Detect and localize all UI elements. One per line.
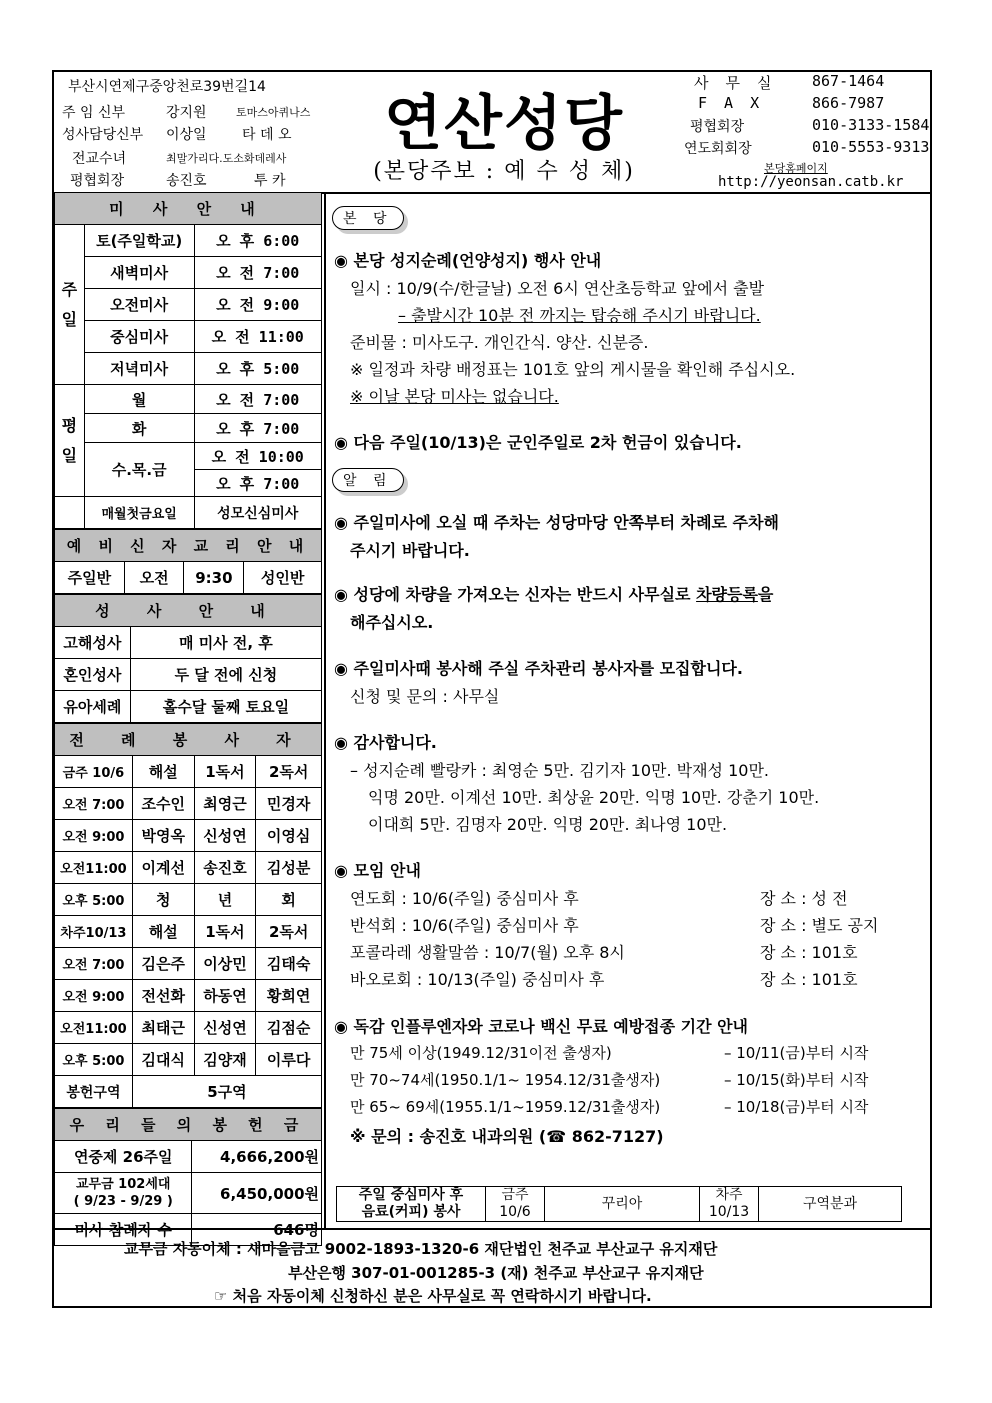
minister-cell: 이루다 (256, 1044, 322, 1076)
homepage-link[interactable]: http://yeonsan.catb.kr (718, 174, 904, 190)
contact-label: 연도회회장 (684, 141, 752, 157)
coffee-label: 음료(커피) 봉사 (361, 1204, 461, 1220)
this-week-label: 금주 (501, 1187, 529, 1203)
contact-label: 평협회장 (690, 119, 745, 135)
table-row (55, 1012, 322, 1044)
staff-name: 이상일 (166, 127, 207, 143)
staff-baptismal: 최말가리다.도소화데레사 (166, 152, 287, 165)
sacraments-heading: 성 사 안 내 (55, 595, 322, 627)
staff-role: 평협회장 (70, 173, 125, 189)
thanks-line: – 성지순례 빨랑카 : 최영순 5만. 김기자 10만. 박재성 10만. (350, 761, 769, 780)
minister-cell: 이상민 (194, 948, 256, 980)
staff-baptismal: 타 데 오 (242, 127, 292, 143)
coffee-label-cell (337, 1187, 486, 1222)
mass-time: 오 전 9:00 (194, 289, 322, 321)
mass-heading: 미 사 안 내 (55, 193, 322, 225)
minister-cell: 하동연 (194, 980, 256, 1012)
mass-name: 매월첫금요일 (84, 497, 194, 529)
sacrament-value: 매 미사 전, 후 (130, 627, 321, 659)
offering-name: 교무금 102세대 (75, 1177, 171, 1192)
mass-time: 오 전 10:00 (194, 443, 322, 470)
minister-cell: 이영심 (256, 820, 322, 852)
table-row (55, 820, 322, 852)
header (54, 72, 930, 194)
next-week-value: 구역분과 (759, 1187, 902, 1222)
offering-name: 연중제 26주일 (55, 1141, 192, 1173)
minister-cell: 회 (256, 884, 322, 916)
offering-value: 4,666,200원 (192, 1141, 322, 1173)
vehicle-notice (334, 582, 773, 605)
staff-role: 전교수녀 (72, 151, 127, 167)
minister-cell: 황희연 (256, 980, 322, 1012)
sacrament-name: 혼인성사 (55, 659, 131, 691)
table-row (55, 916, 322, 948)
catechumen-cell: 주일반 (55, 562, 125, 594)
table-row (55, 756, 322, 788)
mass-time: 오 전 7:00 (194, 257, 322, 289)
address: 부산시연제구중앙천로39번길14 (68, 79, 266, 95)
sunday-label: 주 일 (55, 225, 85, 385)
pilgrimage-line: ※ 일정과 차량 배정표는 101호 앞의 게시물을 확인해 주십시오. (350, 360, 796, 379)
flu-age: 만 65~ 69세(1955.1/1~1959.12/31출생자) (350, 1098, 661, 1116)
minister-cell: 최영근 (194, 788, 256, 820)
meeting-event: 포콜라레 생활말씀 : 10/7(월) 오후 8시 (350, 943, 625, 962)
minister-cell: 오전 9:00 (55, 980, 133, 1012)
contact-value: 867-1464 (812, 72, 885, 90)
weekday-label: 평 일 (55, 385, 85, 497)
vehicle-notice-cont: 해주십시오. (350, 613, 434, 632)
minister-cell: 신성연 (194, 820, 256, 852)
minister-cell: 1독서 (194, 916, 256, 948)
vehicle-notice-text: ◉ 성당에 차량을 가져오는 신자는 반드시 사무실로 (334, 585, 697, 604)
sacrament-value: 홀수달 둘째 토요일 (130, 691, 321, 723)
pilgrimage-line: 준비물 : 미사도구. 개인간식. 양산. 신분증. (350, 333, 649, 352)
flu-start: – 10/15(화)부터 시작 (724, 1071, 869, 1089)
mass-time: 오 전 11:00 (194, 321, 322, 353)
staff-name: 강지원 (166, 105, 207, 121)
offering-period: ( 9/23 - 9/29 ) (73, 1194, 173, 1209)
offering-area-value: 5구역 (132, 1076, 321, 1108)
catechumen-cell: 오전 (124, 562, 184, 594)
minister-cell: 민경자 (256, 788, 322, 820)
minister-cell: 김은주 (132, 948, 194, 980)
offerings-table (54, 1108, 322, 1246)
flu-age: 만 70~74세(1950.1/1~ 1954.12/31출생자) (350, 1071, 661, 1089)
contact-label: 사 무 실 (694, 74, 776, 92)
offering-name-cell (55, 1173, 192, 1214)
next-sunday-notice: ◉ 다음 주일(10/13)은 군인주일로 2차 헌금이 있습니다. (334, 433, 742, 452)
contact-value: 010-5553-9313 (812, 138, 930, 156)
section-tag-parish: 본 당 (332, 206, 404, 230)
next-week-cell (700, 1187, 759, 1222)
ministers-table (54, 723, 322, 1108)
minister-cell: 오전 7:00 (55, 788, 133, 820)
flu-title: ◉ 독감 인플루엔자와 코로나 백신 무료 예방접종 기간 안내 (334, 1017, 749, 1036)
bulletin-page (52, 70, 932, 1308)
minister-cell: 2독서 (256, 756, 322, 788)
pilgrimage-line: – 출발시간 10분 전 까지는 탑승해 주시기 바랍니다. (398, 306, 761, 325)
minister-cell: 1독서 (194, 756, 256, 788)
mass-name: 화 (84, 414, 194, 443)
this-week-cell (486, 1187, 545, 1222)
mass-time: 오 후 5:00 (194, 353, 322, 385)
minister-cell: 이계선 (132, 852, 194, 884)
table-row (55, 852, 322, 884)
homepage-label: 본당홈페이지 (764, 162, 828, 175)
minister-cell: 해설 (132, 916, 194, 948)
sacrament-name: 고해성사 (55, 627, 131, 659)
catechumen-cell: 9:30 (184, 562, 244, 594)
coffee-label: 주일 중심미사 후 (358, 1187, 464, 1203)
staff-baptismal: 토마스아퀴나스 (236, 106, 311, 119)
table-row (55, 1044, 322, 1076)
mass-name: 수.목.금 (84, 443, 194, 497)
meeting-event: 바오로회 : 10/13(주일) 중심미사 후 (350, 970, 605, 989)
flu-contact: ※ 문의 : 송진호 내과의원 (☎ 862-7127) (350, 1127, 664, 1146)
mass-time: 오 전 7:00 (194, 385, 322, 414)
left-column (54, 192, 326, 1239)
meeting-event: 연도회 : 10/6(주일) 중심미사 후 (350, 889, 579, 908)
catechumen-heading: 예 비 신 자 교 리 안 내 (55, 530, 322, 562)
right-column (326, 192, 930, 1228)
mass-time: 오 후 7:00 (194, 414, 322, 443)
vehicle-notice-end: 을 (757, 585, 774, 604)
parking-notice-cont: 주시기 바랍니다. (350, 541, 470, 560)
staff-role: 주 임 신부 (62, 105, 125, 121)
pilgrimage-line: ※ 이날 본당 미사는 없습니다. (350, 387, 559, 406)
minister-cell: 오후 5:00 (55, 1044, 133, 1076)
flu-start: – 10/18(금)부터 시작 (724, 1098, 869, 1116)
mass-name: 토(주일학교) (84, 225, 194, 257)
minister-cell: 차주10/13 (55, 916, 133, 948)
page-title: 연산성당 (384, 89, 624, 159)
next-week-label: 차주 (715, 1187, 743, 1203)
mass-name: 새벽미사 (84, 257, 194, 289)
pilgrimage-title: ◉ 본당 성지순례(언양성지) 행사 안내 (334, 251, 602, 270)
footer-line: 부산은행 307-01-001285-3 (재) 천주교 부산교구 유지재단 (288, 1264, 704, 1282)
mass-time: 오 후 6:00 (194, 225, 322, 257)
footer-line: 교무금 자동이체 : 새마을금고 9002-1893-1320-6 재단법인 천주교 부산교구 유지재단 (124, 1240, 718, 1258)
minister-cell: 최태근 (132, 1012, 194, 1044)
meeting-place: 장 소 : 성 전 (760, 889, 848, 908)
catechumen-cell: 성인반 (244, 562, 322, 594)
minister-cell: 신성연 (194, 1012, 256, 1044)
staff-baptismal: 투 카 (254, 173, 286, 189)
staff-name: 송진호 (166, 173, 207, 189)
table-row (55, 788, 322, 820)
footer (54, 1228, 930, 1308)
pilgrimage-line: 일시 : 10/9(수/한글날) 오전 6시 연산초등학교 앞에서 출발 (350, 279, 765, 298)
minister-cell: 박영옥 (132, 820, 194, 852)
thanks-line: 익명 20만. 이계선 10만. 최상윤 20만. 익명 10만. 강춘기 10만. (368, 788, 820, 807)
this-week-value: 꾸리아 (545, 1187, 700, 1222)
thanks-title: ◉ 감사합니다. (334, 733, 437, 752)
minister-cell: 김점순 (256, 1012, 322, 1044)
meeting-place: 장 소 : 별도 공지 (760, 916, 879, 935)
parking-notice: ◉ 주일미사에 오실 때 주차는 성당마당 안쪽부터 차례로 주차해 (334, 513, 779, 532)
table-row (55, 980, 322, 1012)
offering-name: 미사 참례자 수 (55, 1214, 192, 1246)
coffee-service-table (336, 1186, 902, 1222)
contact-label: F A X (698, 94, 764, 112)
minister-cell: 김태숙 (256, 948, 322, 980)
minister-cell: 해설 (132, 756, 194, 788)
mass-time: 성모신심미사 (194, 497, 322, 529)
minister-cell: 청 (132, 884, 194, 916)
vehicle-registration: 차량등록 (696, 585, 758, 604)
mass-name: 오전미사 (84, 289, 194, 321)
offering-value: 6,450,000원 (192, 1173, 322, 1214)
minister-cell: 조수인 (132, 788, 194, 820)
mass-name: 월 (84, 385, 194, 414)
meeting-title: ◉ 모임 안내 (334, 861, 421, 880)
section-tag-notice: 알 림 (332, 468, 404, 492)
page-subtitle: (본당주보 : 예 수 성 체) (373, 159, 635, 184)
ministers-heading: 전 례 봉 사 자 (55, 724, 322, 756)
contact-value: 866-7987 (812, 94, 885, 112)
mass-time: 오 후 7:00 (194, 470, 322, 497)
thanks-line: 이대희 5만. 김명자 20만. 익명 20만. 최나영 10만. (368, 815, 728, 834)
volunteer-notice: ◉ 주일미사때 봉사해 주실 주차관리 봉사자를 모집합니다. (334, 659, 743, 678)
flu-start: – 10/11(금)부터 시작 (724, 1044, 869, 1062)
minister-cell: 오전11:00 (55, 852, 133, 884)
minister-cell: 오전 7:00 (55, 948, 133, 980)
table-row (55, 884, 322, 916)
mass-name: 저녁미사 (84, 353, 194, 385)
mass-name: 중심미사 (84, 321, 194, 353)
minister-cell: 김성분 (256, 852, 322, 884)
sacrament-value: 두 달 전에 신청 (130, 659, 321, 691)
next-week-date: 10/13 (708, 1204, 750, 1220)
offering-value: 646명 (192, 1214, 322, 1246)
table-row (55, 948, 322, 980)
minister-cell: 김양재 (194, 1044, 256, 1076)
minister-cell: 송진호 (194, 852, 256, 884)
minister-cell: 오후 5:00 (55, 884, 133, 916)
minister-cell: 오전11:00 (55, 1012, 133, 1044)
sacrament-name: 유아세례 (55, 691, 131, 723)
meeting-place: 장 소 : 101호 (760, 943, 858, 962)
minister-cell: 년 (194, 884, 256, 916)
catechumen-table (54, 529, 322, 594)
this-week-date: 10/6 (499, 1204, 531, 1220)
minister-cell: 전선화 (132, 980, 194, 1012)
meeting-place: 장 소 : 101호 (760, 970, 858, 989)
meeting-event: 반석회 : 10/6(주일) 중심미사 후 (350, 916, 579, 935)
minister-cell: 오전 9:00 (55, 820, 133, 852)
minister-cell: 금주 10/6 (55, 756, 133, 788)
flu-age: 만 75세 이상(1949.12/31이전 출생자) (350, 1044, 612, 1062)
footer-line: ☞ 처음 자동이체 신청하신 분은 사무실로 꼭 연락하시기 바랍니다. (214, 1287, 652, 1305)
sacraments-table (54, 594, 322, 723)
staff-role: 성사담당신부 (62, 127, 144, 143)
schedule-table (54, 192, 322, 529)
minister-cell: 김대식 (132, 1044, 194, 1076)
offerings-heading: 우 리 들 의 봉 헌 금 (55, 1109, 322, 1141)
volunteer-apply: 신청 및 문의 : 사무실 (350, 687, 500, 706)
minister-cell: 2독서 (256, 916, 322, 948)
offering-area-label: 봉헌구역 (55, 1076, 133, 1108)
contact-value: 010-3133-1584 (812, 116, 930, 134)
